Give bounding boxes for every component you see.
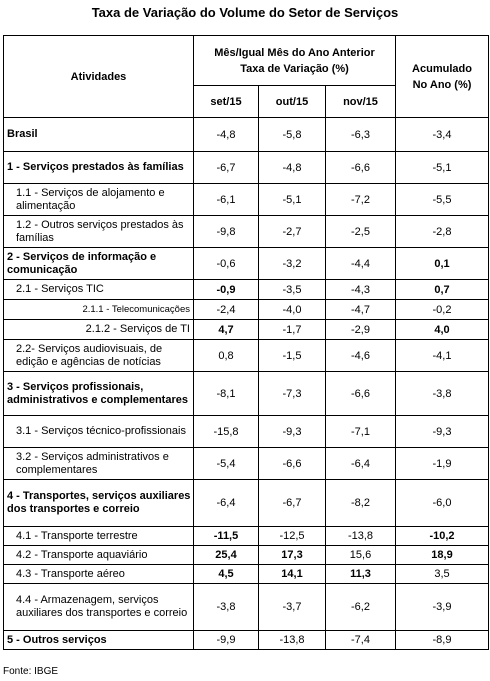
cell-value: -3,2 [259,248,326,280]
cell-value: -7,1 [326,416,396,448]
cell-value: -4,1 [396,340,489,372]
cell-value: -7,4 [326,631,396,650]
cell-value: -6,6 [326,372,396,416]
cell-value: -3,7 [259,584,326,631]
cell-value: 0,8 [194,340,259,372]
table-row [4,300,489,320]
cell-value: -12,5 [259,527,326,546]
table-row [4,631,489,650]
cell-value: 25,4 [194,546,259,565]
cell-value: -6,4 [326,448,396,480]
cell-value: -1,5 [259,340,326,372]
cell-value: -7,3 [259,372,326,416]
cell-value: -0,9 [194,280,259,300]
header-month: nov/15 [326,86,396,118]
cell-value: -6,1 [194,184,259,216]
header-group [194,36,396,86]
cell-value: -4,8 [259,152,326,184]
cell-value: -6,6 [326,152,396,184]
cell-value: -5,1 [396,152,489,184]
cell-value: 3,5 [396,565,489,584]
table-row [4,480,489,527]
cell-value: -6,3 [326,118,396,152]
cell-value: -8,1 [194,372,259,416]
row-label: 5 - Outros serviços [4,631,194,650]
header-group-line1: Mês/Igual Mês do Ano Anterior [214,46,375,59]
cell-value: -15,8 [194,416,259,448]
row-label: 2.1 - Serviços TIC [4,280,194,300]
row-label: 4 - Transportes, serviços auxiliares dos transportes e correio [4,480,194,527]
row-label: 1.2 - Outros serviços prestados às famílias [4,216,194,248]
table-row [4,280,489,300]
cell-value: -5,5 [396,184,489,216]
cell-value: -0,6 [194,248,259,280]
cell-value: -11,5 [194,527,259,546]
header-month: out/15 [259,86,326,118]
table-row [4,320,489,340]
cell-value: -0,2 [396,300,489,320]
cell-value: -5,1 [259,184,326,216]
cell-value: -4,3 [326,280,396,300]
cell-value: -3,5 [259,280,326,300]
table-row [4,340,489,372]
table-row [4,584,489,631]
cell-value: -4,4 [326,248,396,280]
cell-value: -1,9 [396,448,489,480]
cell-value: -1,7 [259,320,326,340]
row-label: 2.2- Serviços audiovisuais, de edição e agências de notícias [4,340,194,372]
table-row [4,527,489,546]
cell-value: 0,7 [396,280,489,300]
cell-value: -6,4 [194,480,259,527]
cell-value: -13,8 [259,631,326,650]
row-label: 4.3 - Transporte aéreo [4,565,194,584]
cell-value: 15,6 [326,546,396,565]
header-acum-line1: Acumulado [412,62,472,75]
row-label: 4.2 - Transporte aquaviário [4,546,194,565]
cell-value: 14,1 [259,565,326,584]
table-row [4,118,489,152]
cell-value: 0,1 [396,248,489,280]
cell-value: -3,9 [396,584,489,631]
row-label: 3.1 - Serviços técnico-profissionais [4,416,194,448]
row-label: 2.1.2 - Serviços de TI [4,320,194,340]
cell-value: -10,2 [396,527,489,546]
cell-value: 4,5 [194,565,259,584]
cell-value: -9,9 [194,631,259,650]
table-row [4,152,489,184]
row-label: 3 - Serviços profissionais, administrativos e complementares [4,372,194,416]
cell-value: 4,7 [194,320,259,340]
row-label: 2.1.1 - Telecomunicações [4,300,194,320]
cell-value: -5,4 [194,448,259,480]
row-label: 4.4 - Armazenagem, serviços auxiliares dos transportes e correio [4,584,194,631]
table-row [4,248,489,280]
cell-value: -3,8 [396,372,489,416]
row-label: Brasil [4,118,194,152]
table-row [4,184,489,216]
header-acumulado [396,36,489,118]
cell-value: -3,8 [194,584,259,631]
cell-value: -4,8 [194,118,259,152]
cell-value: -2,9 [326,320,396,340]
row-label: 4.1 - Transporte terrestre [4,527,194,546]
table-row [4,448,489,480]
cell-value: 11,3 [326,565,396,584]
cell-value: -13,8 [326,527,396,546]
cell-value: -3,4 [396,118,489,152]
cell-value: 17,3 [259,546,326,565]
cell-value: -6,7 [259,480,326,527]
cell-value: -2,7 [259,216,326,248]
cell-value: -9,8 [194,216,259,248]
cell-value: -2,8 [396,216,489,248]
row-label: 2 - Serviços de informação e comunicação [4,248,194,280]
cell-value: 4,0 [396,320,489,340]
row-label: 1 - Serviços prestados às famílias [4,152,194,184]
table-row [4,546,489,565]
table-row [4,216,489,248]
cell-value: -7,2 [326,184,396,216]
cell-value: -2,5 [326,216,396,248]
table-row [4,565,489,584]
services-table [3,35,489,650]
row-label: 1.1 - Serviços de alojamento e alimentação [4,184,194,216]
cell-value: -6,6 [259,448,326,480]
cell-value: -6,7 [194,152,259,184]
cell-value: -8,9 [396,631,489,650]
cell-value: -4,7 [326,300,396,320]
cell-value: -6,2 [326,584,396,631]
header-acum-line2: No Ano (%) [412,78,472,91]
cell-value: 18,9 [396,546,489,565]
cell-value: -8,2 [326,480,396,527]
row-label: 3.2 - Serviços administrativos e complementares [4,448,194,480]
table-title: Taxa de Variação do Volume do Setor de Serviços [91,5,399,20]
header-group-line2: Taxa de Variação (%) [240,62,349,75]
cell-value: -4,0 [259,300,326,320]
cell-value: -4,6 [326,340,396,372]
cell-value: -9,3 [396,416,489,448]
cell-value: -9,3 [259,416,326,448]
cell-value: -2,4 [194,300,259,320]
source-note: Fonte: IBGE [3,666,59,677]
table-row [4,372,489,416]
cell-value: -5,8 [259,118,326,152]
cell-value: -6,0 [396,480,489,527]
header-atividades: Atividades [4,36,194,118]
header-month: set/15 [194,86,259,118]
table-row [4,416,489,448]
